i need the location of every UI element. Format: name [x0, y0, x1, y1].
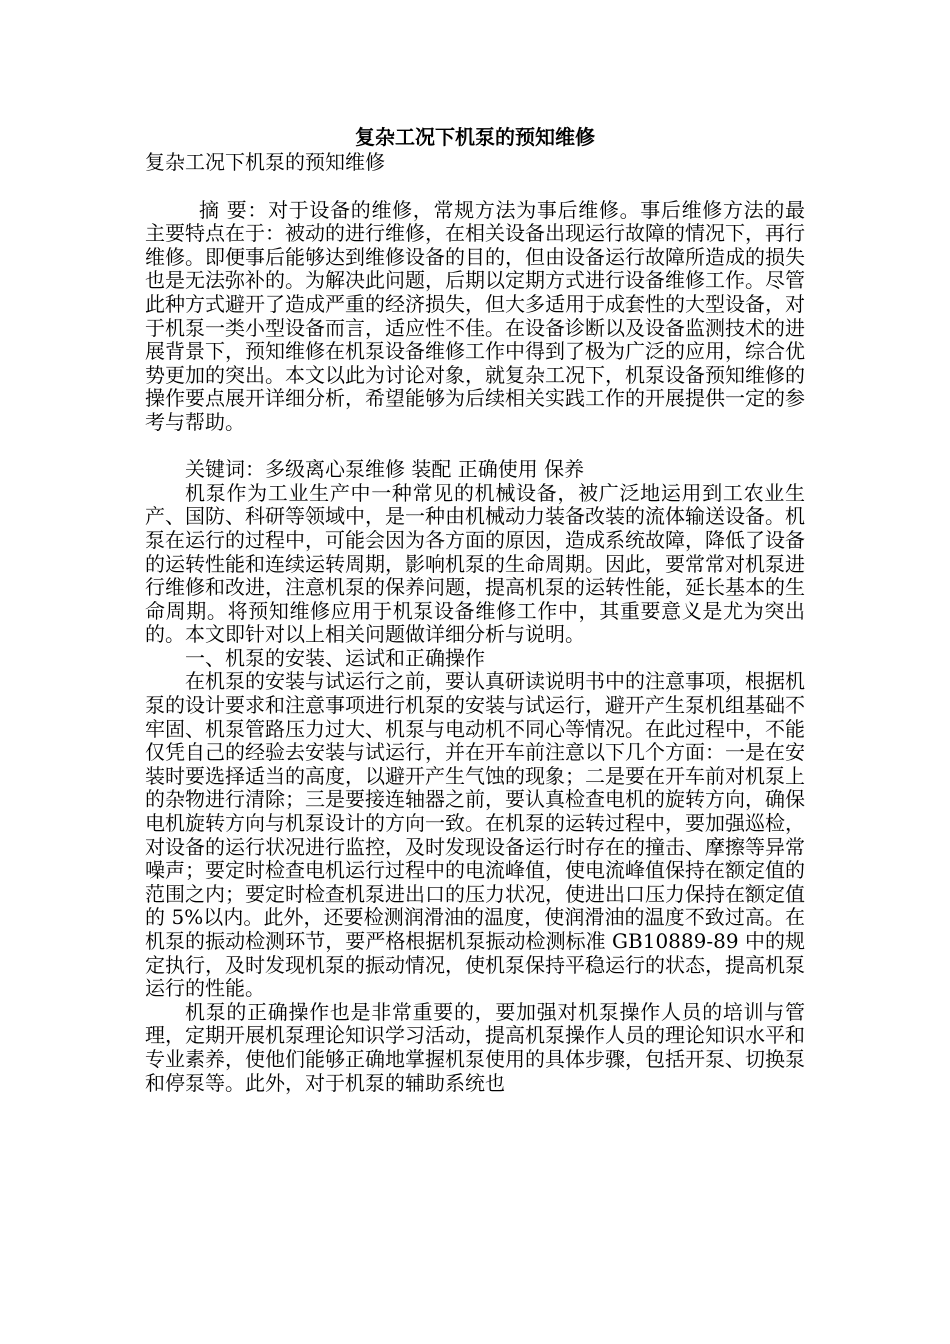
blank-line: [145, 435, 805, 459]
document-subtitle: 复杂工况下机泵的预知维修: [145, 150, 385, 174]
document-title: 复杂工况下机泵的预知维修: [355, 125, 595, 149]
section-heading-1: 一、机泵的安装、运试和正确操作: [185, 645, 485, 670]
intro-paragraph: 机泵作为工业生产中一种常见的机械设备，被广泛地运用到工农业生产、国防、科研等领域中，是一种由机械动力装备改装的流体输送设备。机泵在运行的过程中，可能会因为各方面的原因，造成系统故障，降低了设备的运转性能和连续运转周期，影响机泵的生命周期。因此，要常常对机泵进行维修和改进，注意机泵的保养问题，提高机泵的运转性能，延长基本的生命周期。将预知维修应用于机泵设备维修工作中，其重要意义是尤为突出的。本文即针对以上相关问题做详细分析与说明。: [145, 480, 805, 647]
section1-paragraph-1: 在机泵的安装与试运行之前，要认真研读说明书中的注意事项，根据机泵的设计要求和注意事项进行机泵的安装与试运行，避开产生泵机组基础不牢固、机泵管路压力过大、机泵与电动机不同心等情况。在此过程中，不能仅凭自己的经验去安装与试运行，并在开车前注意以下几个方面：一是在安装时要选择适当的高度，以避开产生气蚀的现象；二是要在开车前对机泵上的杂物进行清除；三是要接连轴器之前，要认真检查电机的旋转方向，确保电机旋转方向与机泵设计的方向一致。在机泵的运转过程中，要加强巡检，对设备的运行状况进行监控，及时发现设备运行时存在的撞击、摩擦等异常噪声；要定时检查电机运行过程中的电流峰值，使电流峰值保持在额定值的范围之内；要定时检查机泵进出口的压力状况，使进出口压力保持在额定值的 5%以内。此外，还要检测润滑油的温度，使润滑油的温度不致过高。在机泵的振动检测环节，要严格根据机泵振动检测标准 GB10889-89 中的规定执行，及时发现机泵的振动情况，使机泵保持平稳运行的状态，提高机泵运行的性能。: [145, 669, 805, 1001]
blank-line: [145, 175, 805, 199]
document-page: [145, 124, 805, 1095]
keywords-line: 关键词：多级离心泵维修 装配 正确使用 保养: [185, 457, 585, 482]
section1-paragraph-2: 机泵的正确操作也是非常重要的，要加强对机泵操作人员的培训与管理，定期开展机泵理论知识学习活动，提高机泵操作人员的理论知识水平和专业素养，使他们能够正确地掌握机泵使用的具体步骤，包括开泵、切换泵和停泵等。此外，对于机泵的辅助系统也: [145, 999, 805, 1095]
abstract-paragraph: 摘 要：对于设备的维修，常规方法为事后维修。事后维修方法的最主要特点在于：被动的进行维修，在相关设备出现运行故障的情况下，再行维修。即便事后能够达到维修设备的目的，但由设备运行故障所造成的损失也是无法弥补的。为解决此问题，后期以定期方式进行设备维修工作。尽管此种方式避开了造成严重的经济损失，但大多适用于成套性的大型设备，对于机泵一类小型设备而言，适应性不佳。在设备诊断以及设备监测技术的进展背景下，预知维修在机泵设备维修工作中得到了极为广泛的应用，综合优势更加的突出。本文以此为讨论对象，就复杂工况下，机泵设备预知维修的操作要点展开详细分析，希望能够为后续相关实践工作的开展提供一定的参考与帮助。: [145, 197, 805, 434]
